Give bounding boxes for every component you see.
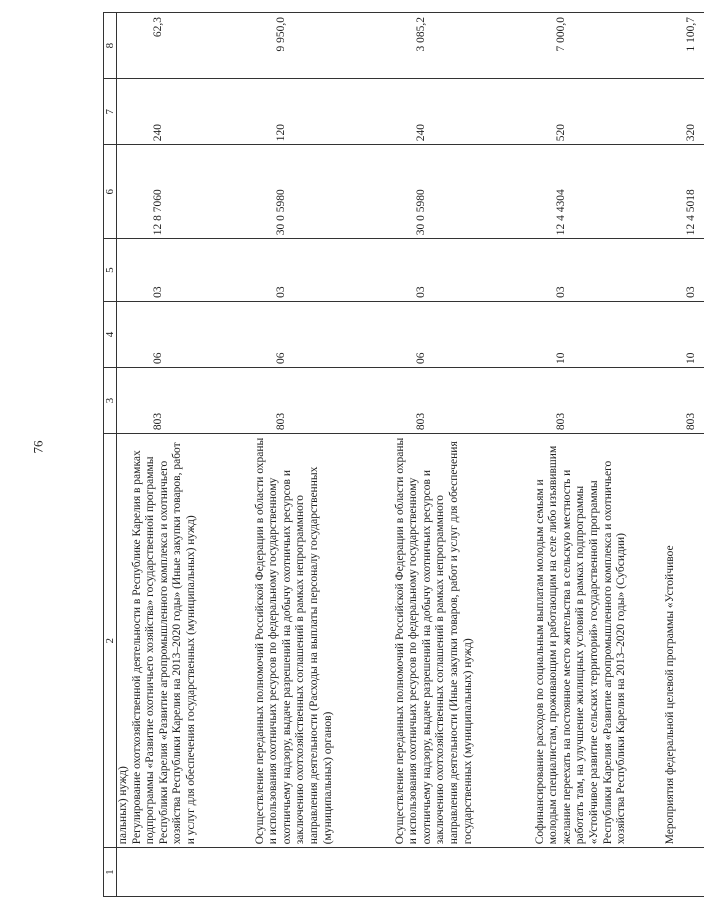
column-header: 3 bbox=[104, 368, 117, 434]
column-header: 4 bbox=[104, 301, 117, 367]
column-header: 2 bbox=[104, 434, 117, 848]
row-amount: 7 000,0 bbox=[534, 13, 664, 79]
row-code-5: 03 bbox=[394, 239, 534, 302]
row-code-4: 10 bbox=[534, 301, 664, 367]
row-code-6: 12 4 5018 bbox=[664, 145, 704, 239]
column-header: 7 bbox=[104, 79, 117, 145]
table-row bbox=[394, 13, 534, 897]
budget-table-rotated bbox=[103, 12, 697, 897]
row-code-3: 803 bbox=[254, 368, 394, 434]
row-code-4: 10 bbox=[664, 301, 704, 367]
column-header: 8 bbox=[104, 13, 117, 79]
row-code-3: 803 bbox=[394, 368, 534, 434]
row-code-6: 12 8 7060 bbox=[131, 145, 254, 239]
row-code-6: 30 0 5980 bbox=[394, 145, 534, 239]
table-row bbox=[117, 13, 131, 897]
row-code-4: 06 bbox=[254, 301, 394, 367]
table-row bbox=[664, 13, 704, 897]
row-code-5: 03 bbox=[664, 239, 704, 302]
continuation-text: пальных) нужд) bbox=[117, 434, 131, 848]
row-amount: 62,3 bbox=[131, 13, 254, 79]
row-code-4: 06 bbox=[131, 301, 254, 367]
column-header: 1 bbox=[104, 848, 117, 897]
row-code-4: 06 bbox=[394, 301, 534, 367]
row-code-5: 03 bbox=[534, 239, 664, 302]
row-code-7: 240 bbox=[394, 79, 534, 145]
row-description: Регулирование охотхозяйственной деятельности в Республике Карелия в рамках подпрограммы «Развитие охотничьего хозяйства» государственной программы Республики Карелия «Развитие агропромышленного комплекса и охотничьего хозяйства Республики Карелия на 2013–2020 годы» (Иные закупки товаров, работ и услуг для обеспечения государственных (муниципальных) нужд) bbox=[131, 434, 254, 848]
table-row bbox=[131, 13, 254, 897]
row-code-5: 03 bbox=[254, 239, 394, 302]
page-number: 76 bbox=[30, 440, 46, 454]
row-description: Осуществление переданных полномочий Российской Федерации в области охраны и использования охотничьих ресурсов по федеральному государственному охотничьему надзору, выдаче разрешений на добычу охотничьих ресурсов и заключению охотхозяйственных соглашений в рамках непрограммного направления деятельности (Расходы на выплаты персоналу государственных (муниципальных) органов) bbox=[254, 434, 394, 848]
row-code-7: 320 bbox=[664, 79, 704, 145]
row-amount: 3 085,2 bbox=[394, 13, 534, 79]
budget-table bbox=[103, 12, 704, 897]
row-code-5: 03 bbox=[131, 239, 254, 302]
header-row bbox=[104, 13, 117, 897]
table-row bbox=[254, 13, 394, 897]
row-code-7: 120 bbox=[254, 79, 394, 145]
row-code-3: 803 bbox=[664, 368, 704, 434]
row-code-6: 12 4 4304 bbox=[534, 145, 664, 239]
row-code-7: 520 bbox=[534, 79, 664, 145]
table-row bbox=[534, 13, 664, 897]
row-description: Осуществление переданных полномочий Российской Федерации в области охраны и использования охотничьих ресурсов по федеральному государственному охотничьему надзору, выдаче разрешений на добычу охотничьих ресурсов и заключению охотхозяйственных соглашений в рамках непрограммного направления деятельности (Иные закупки товаров, работ и услуг для обеспечения государственных (муниципальных) нужд) bbox=[394, 434, 534, 848]
column-header: 5 bbox=[104, 239, 117, 302]
row-description: Софинансирование расходов по социальным выплатам молодым семьям и молодым специалистам, проживающим и работающим на селе либо изъявившим желание переехать на постоянное место жительства в сельскую местность и работать там, на улучшение жилищных условий в рамках подпрограммы «Устойчивое развитие сельских территорий» государственной программы Республики Карелия «Развитие агропромышленного комплекса и охотничьего хозяйства Республики Карелия на 2013–2020 годы» (Субсидии) bbox=[534, 434, 664, 848]
row-description: Мероприятия федеральной целевой программы «Устойчивое bbox=[664, 434, 704, 848]
row-amount: 9 950,0 bbox=[254, 13, 394, 79]
row-code-7: 240 bbox=[131, 79, 254, 145]
row-code-3: 803 bbox=[534, 368, 664, 434]
column-header: 6 bbox=[104, 145, 117, 239]
row-code-6: 30 0 5980 bbox=[254, 145, 394, 239]
row-code-3: 803 bbox=[131, 368, 254, 434]
row-amount: 1 100,7 bbox=[664, 13, 704, 79]
